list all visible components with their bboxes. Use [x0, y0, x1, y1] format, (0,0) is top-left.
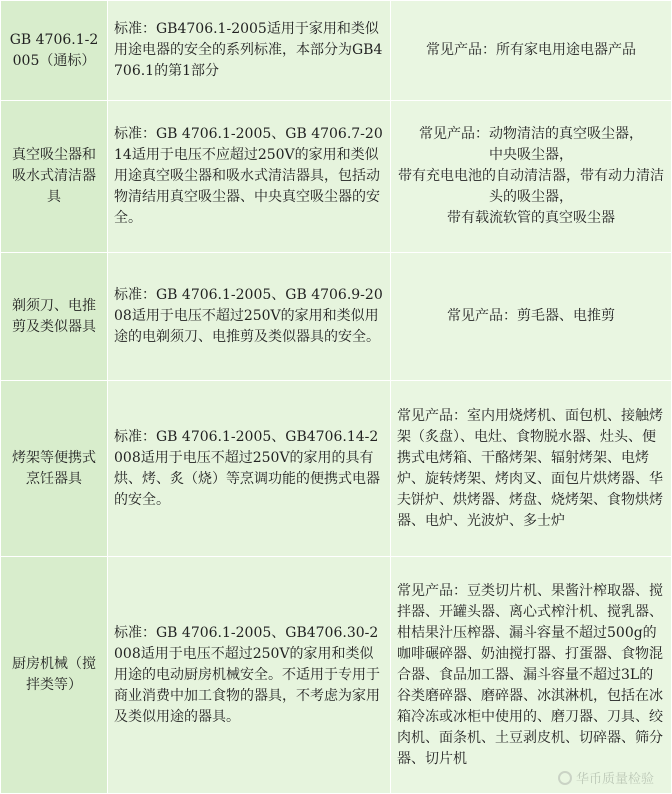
watermark-text: 华币质量检验: [576, 768, 654, 787]
standard-cell: 标准：GB 4706.1-2005、GB4706.14-2008适用于电压不超过250V的家用的具有烘、烤、炙（烧）等烹调功能的便携式电器的安全。: [108, 381, 391, 557]
products-line: 常见产品：剪毛器、电推剪: [397, 306, 665, 327]
table-row: [1, 253, 672, 381]
table-row: [1, 1, 672, 101]
watermark: [558, 768, 654, 787]
wechat-icon: [558, 771, 572, 785]
products-cell: [391, 381, 672, 557]
table-row: [1, 381, 672, 557]
category-cell: GB 4706.1-2005（通标）: [1, 1, 108, 101]
products-line: 中央吸尘器，: [397, 145, 665, 166]
standard-cell: 标准：GB4706.1-2005适用于家用和类似用途电器的安全的系列标准，本部分为GB4706.1的第1部分: [108, 1, 391, 101]
category-cell: 烤架等便携式烹饪器具: [1, 381, 108, 557]
category-cell: 厨房机械（搅拌类等）: [1, 557, 108, 794]
products-cell: [391, 253, 672, 381]
table-row: [1, 101, 672, 253]
products-cell: [391, 557, 672, 794]
products-cell: [391, 1, 672, 101]
products-line: 带有载流软管的真空吸尘器: [397, 208, 665, 229]
products-line: 常见产品：所有家电用途电器产品: [397, 40, 665, 61]
category-cell: 真空吸尘器和吸水式清洁器具: [1, 101, 108, 253]
products-cell: [391, 101, 672, 253]
standard-cell: 标准：GB 4706.1-2005、GB4706.30-2008适用于电压不超过250V的家用和类似用途的电动厨房机械安全。不适用于专用于商业消费中加工食物的器具，不考虑为家用及类似用途的器具。: [108, 557, 391, 794]
products-line: 带有充电电池的自动清洁器，带有动力清洁头的吸尘器，: [397, 166, 665, 208]
standard-cell: 标准：GB 4706.1-2005、GB 4706.7-2014适用于电压不应超过250V的家用和类似用途真空吸尘器和吸水式清洁器具，包括动物清结用真空吸尘器、中央真空吸尘器的安全。: [108, 101, 391, 253]
category-cell: 剃须刀、电推剪及类似器具: [1, 253, 108, 381]
table-row: [1, 557, 672, 794]
products-line: 常见产品：动物清洁的真空吸尘器，: [397, 124, 665, 145]
products-line: 常见产品：豆类切片机、果酱汁榨取器、搅拌器、开罐头器、离心式榨汁机、搅乳器、柑桔果汁压榨器、漏斗容量不超过500g的咖啡碾碎器、奶油搅打器、打蛋器、食物混合器、食品加工器、漏斗容量不超过3L的谷类磨碎器、磨碎器、冰淇淋机，包括在冰箱冷冻或冰柜中使用的、磨刀器、刀具、绞肉机、面条机、土豆剥皮机、切碎器、筛分器、切片机: [397, 581, 665, 770]
products-line: 常见产品：室内用烧烤机、面包机、接触烤架（炙盘）、电灶、食物脱水器、灶头、便携式电烤箱、干酪烤架、辐射烤架、电烤炉、旋转烤架、烤肉叉、面包片烘烤器、华夫饼炉、烘烤器、烤盘、烧烤架、食物烘烤器、电炉、光波炉、多士炉: [397, 406, 665, 532]
standard-cell: 标准：GB 4706.1-2005、GB 4706.9-2008适用于电压不超过250V的家用和类似用途的电剃须刀、电推剪及类似器具的安全。: [108, 253, 391, 381]
